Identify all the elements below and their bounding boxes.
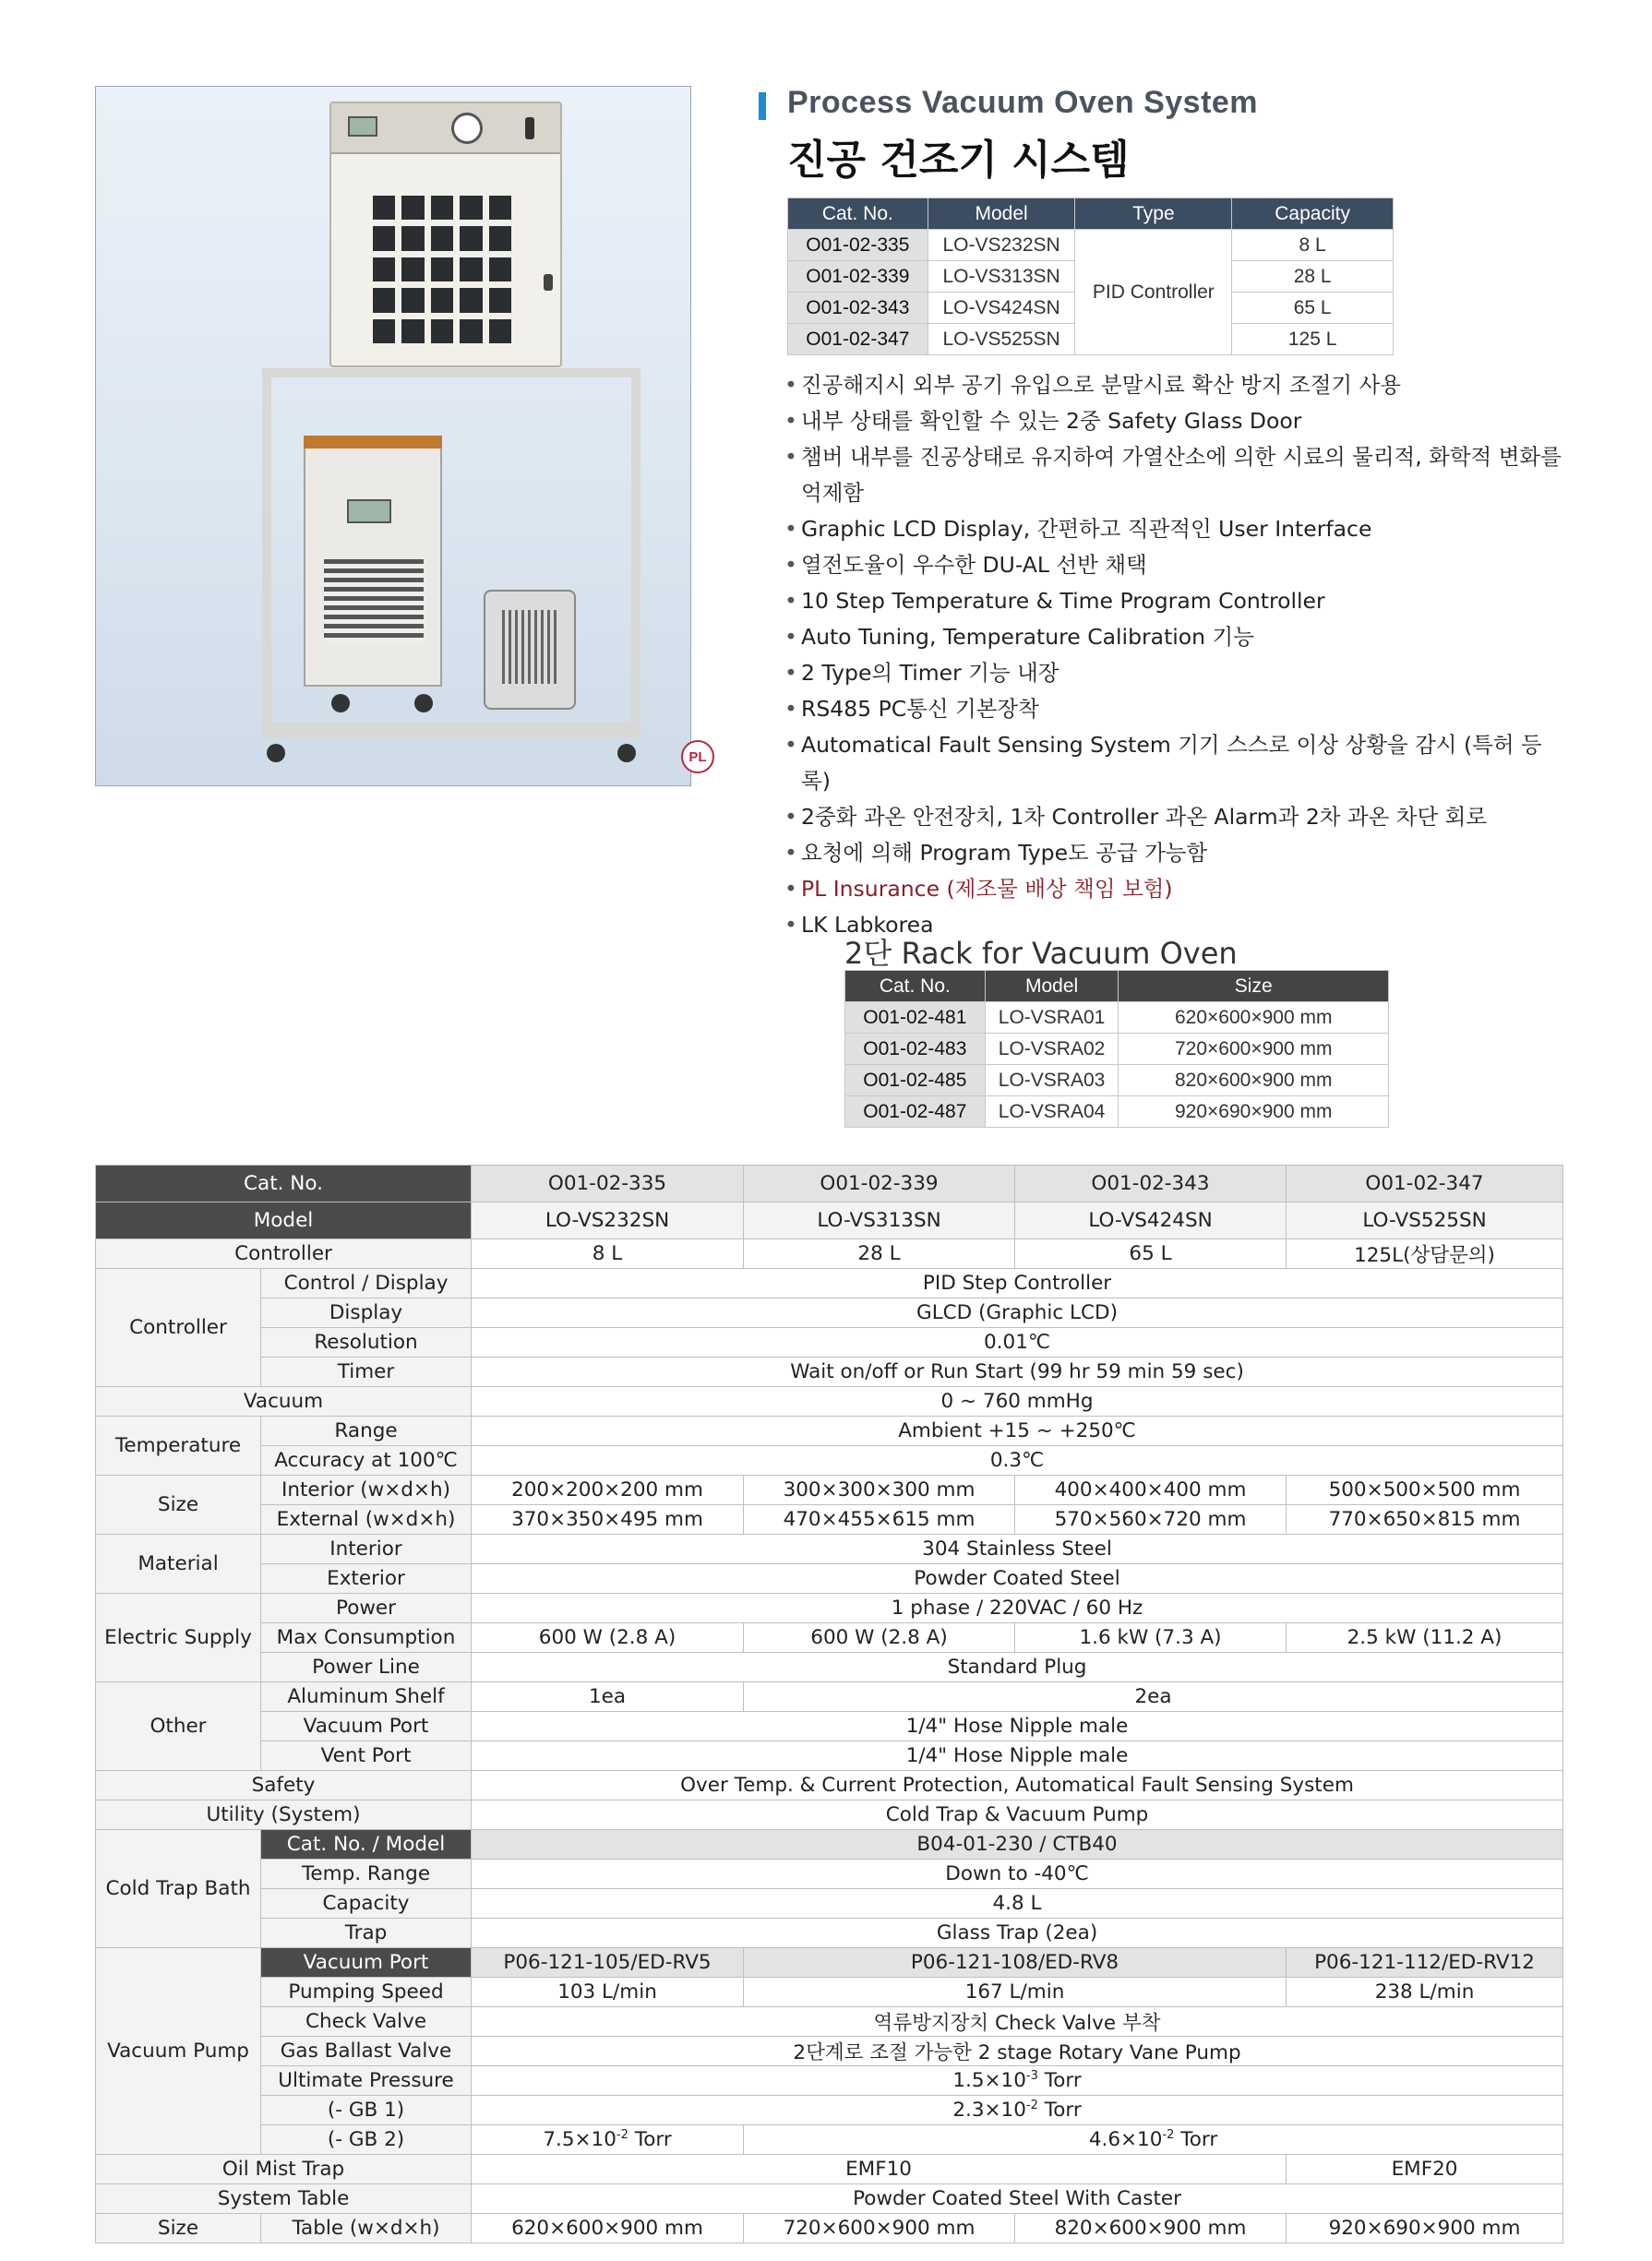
table-row <box>96 1800 1563 1830</box>
spec-value: P06-121-112/ED-RV12 <box>1287 1948 1563 1978</box>
spec-value: 2단계로 조절 가능한 2 stage Rotary Vane Pump <box>472 2037 1563 2066</box>
spec-model-cell: LO-VS424SN <box>1015 1202 1287 1239</box>
group-label: Electric Supply <box>96 1594 261 1682</box>
spec-cat-cell: O01-02-343 <box>1015 1166 1287 1202</box>
model-cell: LO-VS313SN <box>928 261 1075 293</box>
cat-no-cell: O01-02-343 <box>788 293 928 324</box>
cold-trap-illustration <box>304 447 442 687</box>
list-item: • 내부 상태를 확인할 수 있는 2중 Safety Glass Door <box>784 403 1569 439</box>
valve-knob-icon <box>525 117 534 139</box>
spec-value: 304 Stainless Steel <box>472 1535 1563 1564</box>
list-item: • 챔버 내부를 진공상태로 유지하여 가열산소에 의한 시료의 물리적, 화학적 변화를 억제함 <box>784 439 1569 511</box>
table-row <box>96 1771 1563 1800</box>
group-label: Size <box>96 1476 261 1535</box>
table-row <box>96 1417 1563 1446</box>
spec-value: EMF10 <box>472 2155 1287 2184</box>
list-item: • 요청에 의해 Program Type도 공급 가능함 <box>784 835 1569 871</box>
caster-wheel-icon <box>267 744 285 762</box>
spec-value: 1ea <box>472 1682 744 1712</box>
table-row <box>96 1328 1563 1358</box>
row-label: Trap <box>261 1919 472 1948</box>
size-cell: 620×600×900 mm <box>1119 1002 1389 1034</box>
row-label: Table (w×d×h) <box>261 2214 472 2243</box>
table-row <box>96 1889 1563 1919</box>
spec-cat-cell: O01-02-339 <box>744 1166 1015 1202</box>
spec-value: $1.5\times 10^{-3}$ Torr <box>472 2066 1563 2096</box>
spec-value: 600 W (2.8 A) <box>472 1623 744 1653</box>
spec-value: 65 L <box>1015 1239 1287 1269</box>
table-row <box>96 1239 1563 1269</box>
model-cell: LO-VS525SN <box>928 324 1075 355</box>
group-label: Vacuum Pump <box>96 1948 261 2155</box>
table-row <box>96 2125 1563 2155</box>
capacity-cell: 125 L <box>1232 324 1394 355</box>
row-label: (- GB 1) <box>261 2096 472 2125</box>
row-label: Check Valve <box>261 2007 472 2037</box>
table-row <box>96 1446 1563 1476</box>
column-header: Model <box>928 198 1075 230</box>
column-header: Size <box>1119 971 1389 1002</box>
product-photo <box>95 86 691 786</box>
row-label: Model <box>96 1202 472 1239</box>
rack-title: 2단 Rack for Vacuum Oven <box>844 936 1238 971</box>
group-label: Other <box>96 1682 261 1771</box>
spec-value: 28 L <box>744 1239 1015 1269</box>
spec-value: $2.3\times 10^{-2}$ Torr <box>472 2096 1563 2125</box>
row-label: Ultimate Pressure <box>261 2066 472 2096</box>
spec-value: 167 L/min <box>744 1978 1287 2007</box>
spec-value: 620×600×900 mm <box>472 2214 744 2243</box>
spec-model-cell: LO-VS313SN <box>744 1202 1015 1239</box>
lcd-display-icon <box>348 116 377 137</box>
row-label: Exterior <box>261 1564 472 1594</box>
row-label: Power Line <box>261 1653 472 1682</box>
product-table-header <box>788 198 1394 230</box>
spec-value: Powder Coated Steel With Caster <box>472 2184 1563 2214</box>
type-cell: PID Controller <box>1075 230 1232 355</box>
row-label: Oil Mist Trap <box>96 2155 472 2184</box>
spec-value: $4.6\times 10^{-2}$ Torr <box>744 2125 1563 2155</box>
spec-value: GLCD (Graphic LCD) <box>472 1298 1563 1328</box>
row-label: Vacuum Port <box>261 1712 472 1741</box>
row-label: Controller <box>96 1239 472 1269</box>
table-row <box>96 1919 1563 1948</box>
table-row <box>96 2155 1563 2184</box>
spec-cat-cell: O01-02-347 <box>1287 1166 1563 1202</box>
column-header: Capacity <box>1232 198 1394 230</box>
spec-value: Powder Coated Steel <box>472 1564 1563 1594</box>
table-row <box>96 1387 1563 1417</box>
group-label: Controller <box>96 1269 261 1387</box>
row-label: Control / Display <box>261 1269 472 1298</box>
cat-no-cell: O01-02-339 <box>788 261 928 293</box>
cat-no-cell: O01-02-347 <box>788 324 928 355</box>
pl-insurance-badge: PL <box>681 740 714 773</box>
list-item: • 열전도율이 우수한 DU-AL 선반 채택 <box>784 547 1569 583</box>
oven-glass-door <box>373 196 511 343</box>
cat-no-cell: O01-02-483 <box>845 1034 986 1065</box>
row-label: (- GB 2) <box>261 2125 472 2155</box>
row-label: Utility (System) <box>96 1800 472 1830</box>
vacuum-oven-illustration <box>329 102 562 367</box>
table-row <box>96 1298 1563 1328</box>
spec-value: Glass Trap (2ea) <box>472 1919 1563 1948</box>
door-handle-icon <box>544 274 553 291</box>
spec-value: Down to -40℃ <box>472 1860 1563 1889</box>
row-label: Safety <box>96 1771 472 1800</box>
table-row <box>845 1096 1389 1128</box>
spec-value: 820×600×900 mm <box>1015 2214 1287 2243</box>
table-row <box>96 1505 1563 1535</box>
capacity-cell: 65 L <box>1232 293 1394 324</box>
row-label: System Table <box>96 2184 472 2214</box>
spec-value: 400×400×400 mm <box>1015 1476 1287 1505</box>
table-row <box>96 1623 1563 1653</box>
table-row <box>96 1978 1563 2007</box>
spec-value: 1/4" Hose Nipple male <box>472 1741 1563 1771</box>
table-row <box>96 1269 1563 1298</box>
cat-no-cell: O01-02-487 <box>845 1096 986 1128</box>
row-label: Aluminum Shelf <box>261 1682 472 1712</box>
spec-value: 1.6 kW (7.3 A) <box>1015 1623 1287 1653</box>
vacuum-pump-fins <box>502 610 557 684</box>
table-row <box>96 1948 1563 1978</box>
spec-table <box>95 1165 1563 2243</box>
product-table <box>787 197 1394 355</box>
cat-no-cell: O01-02-485 <box>845 1065 986 1096</box>
table-row <box>96 1682 1563 1712</box>
spec-value: 4.8 L <box>472 1889 1563 1919</box>
row-label: Accuracy at 100℃ <box>261 1446 472 1476</box>
spec-value: 300×300×300 mm <box>744 1476 1015 1505</box>
spec-model-cell: LO-VS525SN <box>1287 1202 1563 1239</box>
table-row <box>96 1653 1563 1682</box>
vacuum-gauge-icon <box>451 113 483 144</box>
spec-value: 103 L/min <box>472 1978 744 2007</box>
row-label: Timer <box>261 1358 472 1387</box>
table-row <box>96 2096 1563 2125</box>
list-item: • LK Labkorea <box>784 907 1569 943</box>
cold-trap-grill <box>324 559 424 642</box>
spec-value: Over Temp. & Current Protection, Automatical Fault Sensing System <box>472 1771 1563 1800</box>
table-row <box>96 2037 1563 2066</box>
table-row <box>96 1166 1563 1202</box>
spec-value: 0 ~ 760 mmHg <box>472 1387 1563 1417</box>
size-cell: 720×600×900 mm <box>1119 1034 1389 1065</box>
spec-value: 720×600×900 mm <box>744 2214 1015 2243</box>
table-row <box>96 2214 1563 2243</box>
group-label: Cold Trap Bath <box>96 1830 261 1948</box>
spec-cat-cell: O01-02-335 <box>472 1166 744 1202</box>
spec-value: PID Step Controller <box>472 1269 1563 1298</box>
spec-value: 8 L <box>472 1239 744 1269</box>
list-item: • 2 Type의 Timer 기능 내장 <box>784 655 1569 691</box>
table-row <box>96 2066 1563 2096</box>
row-label: Vent Port <box>261 1741 472 1771</box>
row-label: Range <box>261 1417 472 1446</box>
row-label: Cat. No. / Model <box>261 1830 472 1860</box>
row-label: Pumping Speed <box>261 1978 472 2007</box>
column-header: Cat. No. <box>845 971 986 1002</box>
spec-value: 500×500×500 mm <box>1287 1476 1563 1505</box>
spec-value: 200×200×200 mm <box>472 1476 744 1505</box>
model-cell: LO-VSRA01 <box>985 1002 1119 1034</box>
model-cell: LO-VS424SN <box>928 293 1075 324</box>
cold-trap-lid <box>304 436 442 449</box>
spec-value: 600 W (2.8 A) <box>744 1623 1015 1653</box>
table-row <box>96 1202 1563 1239</box>
table-row <box>96 1741 1563 1771</box>
table-row <box>96 1476 1563 1505</box>
row-label: Gas Ballast Valve <box>261 2037 472 2066</box>
cat-no-cell: O01-02-481 <box>845 1002 986 1034</box>
caster-wheel-icon <box>414 694 433 712</box>
table-row <box>845 1065 1389 1096</box>
capacity-cell: 8 L <box>1232 230 1394 261</box>
cat-no-cell: O01-02-335 <box>788 230 928 261</box>
row-label: Vacuum <box>96 1387 472 1417</box>
table-row <box>845 1002 1389 1034</box>
model-cell: LO-VSRA04 <box>985 1096 1119 1128</box>
list-item: • PL Insurance (제조물 배상 책임 보험) <box>784 871 1569 907</box>
table-row <box>96 1712 1563 1741</box>
page-title-en: Process Vacuum Oven System <box>787 85 1259 120</box>
row-label: External (w×d×h) <box>261 1505 472 1535</box>
column-header: Model <box>985 971 1119 1002</box>
list-item: • Graphic LCD Display, 간편하고 직관적인 User Interface <box>784 511 1569 547</box>
row-label: Capacity <box>261 1889 472 1919</box>
table-row <box>96 1564 1563 1594</box>
table-row <box>96 1535 1563 1564</box>
table-row <box>96 1358 1563 1387</box>
rack-table <box>844 970 1389 1128</box>
group-label: Size <box>96 2214 261 2243</box>
table-row <box>96 1860 1563 1889</box>
row-label: Interior (w×d×h) <box>261 1476 472 1505</box>
title-accent-bar <box>759 92 766 120</box>
list-item: • Automatical Fault Sensing System 기기 스스로 이상 상황을 감시 (특허 등록) <box>784 727 1569 799</box>
spec-value: 238 L/min <box>1287 1978 1563 2007</box>
size-cell: 920×690×900 mm <box>1119 1096 1389 1128</box>
feature-list <box>784 367 1569 943</box>
spec-value: Ambient +15 ~ +250℃ <box>472 1417 1563 1446</box>
spec-value: Cold Trap & Vacuum Pump <box>472 1800 1563 1830</box>
model-cell: LO-VS232SN <box>928 230 1075 261</box>
list-item: • 2중화 과온 안전장치, 1차 Controller 과온 Alarm과 2차 과온 차단 회로 <box>784 799 1569 835</box>
spec-value: 920×690×900 mm <box>1287 2214 1563 2243</box>
row-label: Temp. Range <box>261 1860 472 1889</box>
spec-value: 1 phase / 220VAC / 60 Hz <box>472 1594 1563 1623</box>
row-label: Cat. No. <box>96 1166 472 1202</box>
spec-value: 470×455×615 mm <box>744 1505 1015 1535</box>
rack-table-header <box>845 971 1389 1002</box>
capacity-cell: 28 L <box>1232 261 1394 293</box>
list-item: • Auto Tuning, Temperature Calibration 기능 <box>784 619 1569 655</box>
caster-wheel-icon <box>617 744 636 762</box>
spec-value: P06-121-105/ED-RV5 <box>472 1948 744 1978</box>
vacuum-pump-illustration <box>484 590 576 710</box>
cold-trap-display-icon <box>347 499 391 523</box>
spec-value: $7.5\times 10^{-2}$ Torr <box>472 2125 744 2155</box>
spec-value: 1/4" Hose Nipple male <box>472 1712 1563 1741</box>
table-row <box>845 1034 1389 1065</box>
oven-control-panel <box>331 103 560 154</box>
table-row <box>96 2007 1563 2037</box>
caster-wheel-icon <box>331 694 350 712</box>
row-label: Max Consumption <box>261 1623 472 1653</box>
row-label: Power <box>261 1594 472 1623</box>
group-label: Temperature <box>96 1417 261 1476</box>
spec-value: Standard Plug <box>472 1653 1563 1682</box>
table-row <box>788 230 1394 261</box>
spec-value: EMF20 <box>1287 2155 1563 2184</box>
spec-value: 370×350×495 mm <box>472 1505 744 1535</box>
spec-value: 2ea <box>744 1682 1563 1712</box>
spec-value: P06-121-108/ED-RV8 <box>744 1948 1287 1978</box>
row-label: Display <box>261 1298 472 1328</box>
row-label: Interior <box>261 1535 472 1564</box>
model-cell: LO-VSRA02 <box>985 1034 1119 1065</box>
spec-value: 0.3℃ <box>472 1446 1563 1476</box>
column-header: Cat. No. <box>788 198 928 230</box>
spec-value: 0.01℃ <box>472 1328 1563 1358</box>
spec-value: 역류방지장치 Check Valve 부착 <box>472 2007 1563 2037</box>
spec-value: 125L(상담문의) <box>1287 1239 1563 1269</box>
table-row <box>96 1594 1563 1623</box>
model-cell: LO-VSRA03 <box>985 1065 1119 1096</box>
list-item: • 진공해지시 외부 공기 유입으로 분말시료 확산 방지 조절기 사용 <box>784 367 1569 403</box>
spec-value: 570×560×720 mm <box>1015 1505 1287 1535</box>
page-title-ko: 진공 건조기 시스템 <box>787 137 1130 184</box>
list-item: • 10 Step Temperature & Time Program Controller <box>784 583 1569 619</box>
spec-value: 770×650×815 mm <box>1287 1505 1563 1535</box>
spec-model-cell: LO-VS232SN <box>472 1202 744 1239</box>
list-item: • RS485 PC통신 기본장착 <box>784 691 1569 727</box>
spec-value: 2.5 kW (11.2 A) <box>1287 1623 1563 1653</box>
row-label: Vacuum Port <box>261 1948 472 1978</box>
group-label: Material <box>96 1535 261 1594</box>
column-header: Type <box>1075 198 1232 230</box>
table-row <box>96 1830 1563 1860</box>
spec-value: Wait on/off or Run Start (99 hr 59 min 59 sec) <box>472 1358 1563 1387</box>
row-label: Resolution <box>261 1328 472 1358</box>
spec-value: B04-01-230 / CTB40 <box>472 1830 1563 1860</box>
size-cell: 820×600×900 mm <box>1119 1065 1389 1096</box>
table-row <box>96 2184 1563 2214</box>
